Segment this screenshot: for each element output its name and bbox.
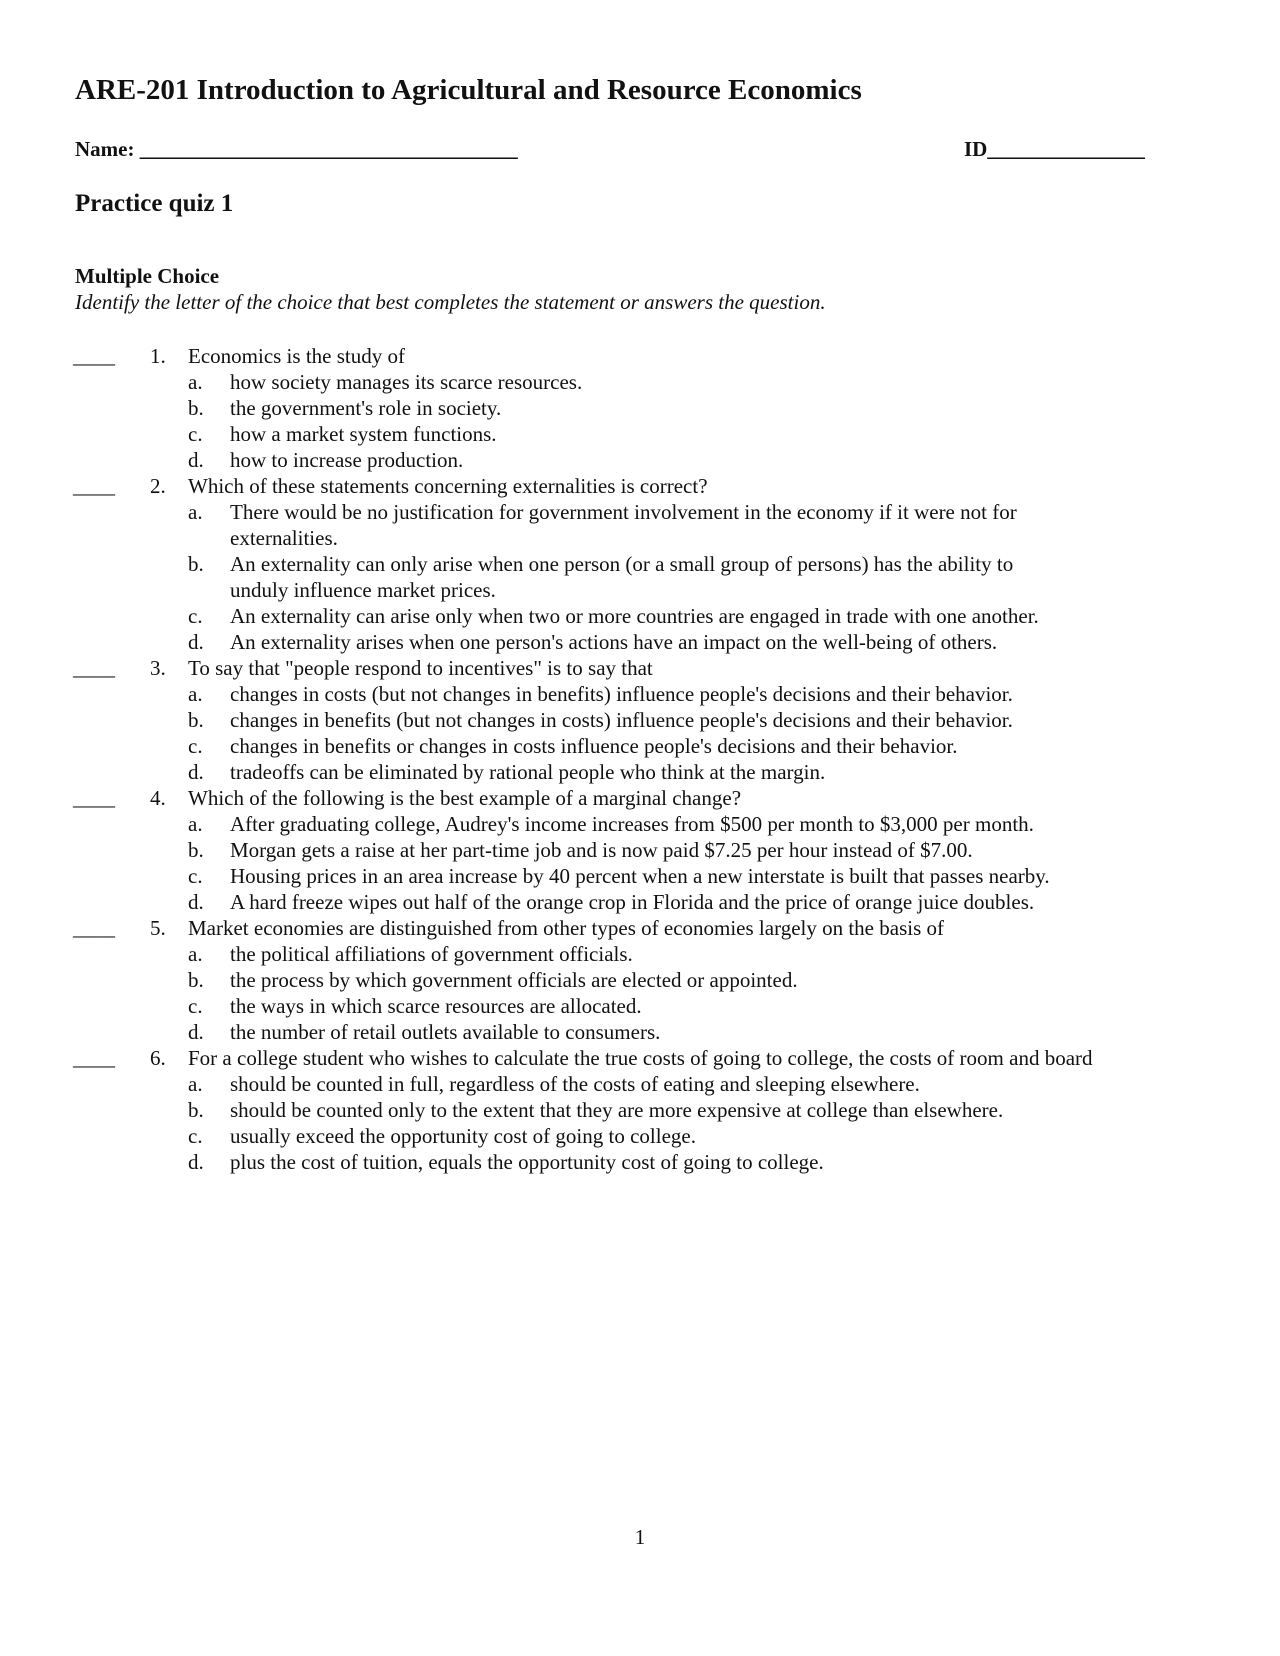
answer-choice [0, 681, 1280, 707]
choice-letter: b. [188, 396, 204, 420]
question-item [0, 655, 1280, 785]
choice-text: the process by which government officials are elected or appointed. [230, 968, 798, 992]
answer-blank: ____ [73, 786, 115, 810]
choice-text: Housing prices in an area increase by 40 percent when a new interstate is built that passes nearby. [230, 864, 1050, 888]
course-title: ARE-201 Introduction to Agricultural and Resource Economics [75, 74, 862, 106]
choice-letter: c. [188, 422, 203, 446]
answer-blank: ____ [73, 344, 115, 368]
answer-choice [0, 1071, 1280, 1097]
question-text: Economics is the study of [188, 344, 405, 368]
choice-letter: b. [188, 1098, 204, 1122]
choice-text: There would be no justification for government involvement in the economy if it were not for externalities. [230, 500, 1017, 550]
answer-choice [0, 967, 1280, 993]
answer-choice [0, 395, 1280, 421]
choice-letter: d. [188, 890, 204, 914]
choice-text: how a market system functions. [230, 422, 497, 446]
answer-choice [0, 941, 1280, 967]
choice-letter: b. [188, 708, 204, 732]
answer-choice [0, 499, 1280, 551]
answer-choice [0, 603, 1280, 629]
choice-letter: a. [188, 942, 203, 966]
choice-text: changes in benefits or changes in costs influence people's decisions and their behavior. [230, 734, 958, 758]
choice-letter: b. [188, 838, 204, 862]
choice-text: tradeoffs can be eliminated by rational people who think at the margin. [230, 760, 826, 784]
answer-choice [0, 811, 1280, 837]
question-stem [0, 655, 1280, 681]
section-instructions: Identify the letter of the choice that best completes the statement or answers the question. [75, 290, 826, 314]
answer-choice [0, 837, 1280, 863]
choice-text: An externality can arise only when two or more countries are engaged in trade with one another. [230, 604, 1039, 628]
choice-letter: a. [188, 370, 203, 394]
question-item [0, 473, 1280, 655]
choice-text: how to increase production. [230, 448, 464, 472]
choice-letter: c. [188, 864, 203, 888]
answer-choice [0, 1149, 1280, 1175]
answer-choice [0, 863, 1280, 889]
question-text: Which of the following is the best example of a marginal change? [188, 786, 742, 810]
choice-text: Morgan gets a raise at her part-time job and is now paid $7.25 per hour instead of $7.00. [230, 838, 973, 862]
choice-letter: a. [188, 500, 203, 524]
answer-choice [0, 551, 1280, 603]
answer-choice [0, 447, 1280, 473]
choice-text: An externality arises when one person's actions have an impact on the well-being of others. [230, 630, 998, 654]
question-item [0, 1045, 1280, 1175]
answer-choice [0, 759, 1280, 785]
question-number: 4. [150, 786, 166, 810]
question-list [0, 343, 1280, 1175]
choice-letter: c. [188, 994, 203, 1018]
answer-blank: ____ [73, 1046, 115, 1070]
answer-choice [0, 889, 1280, 915]
choice-text: A hard freeze wipes out half of the orange crop in Florida and the price of orange juice doubles. [230, 890, 1035, 914]
choice-letter: c. [188, 734, 203, 758]
question-text: For a college student who wishes to calculate the true costs of going to college, the costs of room and board [188, 1046, 1093, 1070]
question-text: Market economies are distinguished from other types of economies largely on the basis of [188, 916, 944, 940]
question-number: 5. [150, 916, 166, 940]
question-stem [0, 343, 1280, 369]
answer-choice [0, 1097, 1280, 1123]
name-field: Name: ____________________________________ [75, 137, 518, 161]
choice-text: usually exceed the opportunity cost of going to college. [230, 1124, 696, 1148]
question-number: 3. [150, 656, 166, 680]
choice-letter: c. [188, 1124, 203, 1148]
choice-text: changes in benefits (but not changes in costs) influence people's decisions and their behavior. [230, 708, 1013, 732]
answer-blank: ____ [73, 656, 115, 680]
choice-text: how society manages its scarce resources. [230, 370, 583, 394]
page-number: 1 [634, 1525, 646, 1549]
answer-choice [0, 1123, 1280, 1149]
choice-letter: d. [188, 630, 204, 654]
choice-text: should be counted in full, regardless of the costs of eating and sleeping elsewhere. [230, 1072, 920, 1096]
choice-text: should be counted only to the extent that they are more expensive at college than elsewhere. [230, 1098, 1004, 1122]
answer-blank: ____ [73, 474, 115, 498]
quiz-title: Practice quiz 1 [75, 190, 234, 217]
choice-letter: b. [188, 552, 204, 576]
choice-letter: d. [188, 760, 204, 784]
question-stem [0, 785, 1280, 811]
answer-choice [0, 993, 1280, 1019]
question-stem [0, 1045, 1280, 1071]
choice-text: the government's role in society. [230, 396, 502, 420]
choice-text: the ways in which scarce resources are allocated. [230, 994, 642, 1018]
choice-letter: b. [188, 968, 204, 992]
choice-text: changes in costs (but not changes in benefits) influence people's decisions and their behavior. [230, 682, 1013, 706]
answer-choice [0, 707, 1280, 733]
choice-text: plus the cost of tuition, equals the opportunity cost of going to college. [230, 1150, 824, 1174]
choice-letter: d. [188, 1020, 204, 1044]
choice-text: the political affiliations of government officials. [230, 942, 633, 966]
choice-text: An externality can only arise when one person (or a small group of persons) has the ability to unduly influence market prices. [230, 552, 1014, 602]
id-field: ID_______________ [964, 137, 1145, 161]
answer-blank: ____ [73, 916, 115, 940]
answer-choice [0, 629, 1280, 655]
question-stem [0, 473, 1280, 499]
answer-choice [0, 1019, 1280, 1045]
choice-letter: d. [188, 448, 204, 472]
question-stem [0, 915, 1280, 941]
section-heading: Multiple Choice [75, 264, 220, 288]
choice-text: the number of retail outlets available to consumers. [230, 1020, 661, 1044]
question-item [0, 785, 1280, 915]
choice-letter: a. [188, 1072, 203, 1096]
choice-letter: a. [188, 812, 203, 836]
question-number: 2. [150, 474, 166, 498]
answer-choice [0, 733, 1280, 759]
choice-letter: d. [188, 1150, 204, 1174]
question-item [0, 343, 1280, 473]
question-text: To say that "people respond to incentives" is to say that [188, 656, 653, 680]
question-text: Which of these statements concerning externalities is correct? [188, 474, 708, 498]
question-number: 1. [150, 344, 166, 368]
choice-letter: a. [188, 682, 203, 706]
choice-letter: c. [188, 604, 203, 628]
answer-choice [0, 421, 1280, 447]
question-item [0, 915, 1280, 1045]
choice-text: After graduating college, Audrey's income increases from $500 per month to $3,000 per month. [230, 812, 1034, 836]
answer-choice [0, 369, 1280, 395]
question-number: 6. [150, 1046, 166, 1070]
